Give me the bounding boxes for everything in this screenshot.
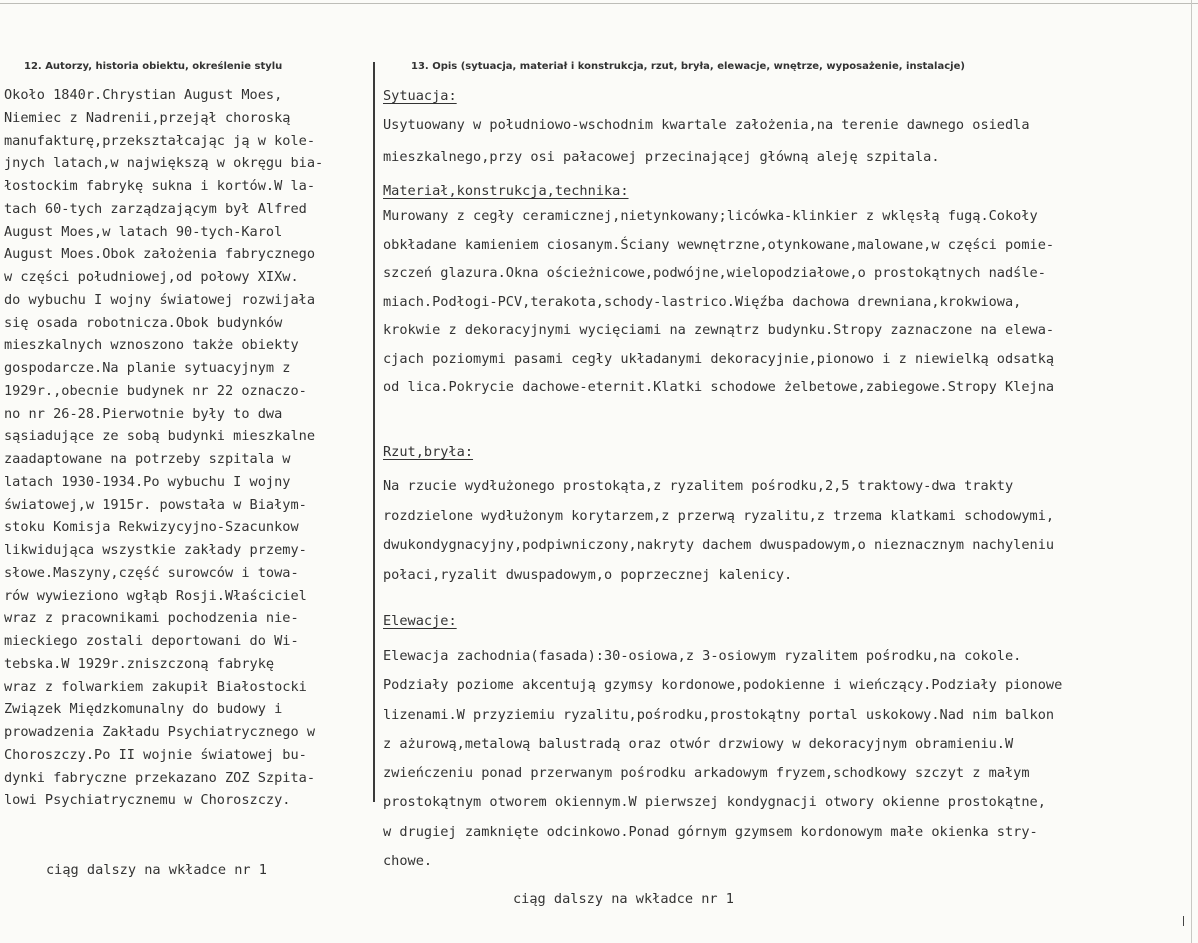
history-line: gospodarcze.Na planie sytuacyjnym z	[4, 360, 291, 376]
history-line: światowej,w 1915r. powstała w Białym-	[4, 496, 307, 513]
section-material	[383, 180, 1188, 402]
history-line: August Moes,w latach 90-tych-Karol	[4, 223, 283, 240]
elewacje-line: zwieńczeniu ponad przerwanym pośrodku arkadowym fryzem,schodkowy szczyt z małym	[383, 765, 1030, 782]
history-line: Niemiec z Nadrenii,przejął choroską	[4, 109, 291, 126]
right-page-edge	[1191, 0, 1192, 943]
material-line: miach.Podłogi-PCV,terakota,schody-lastrico.Więźba dachowa drewniana,krokwiowa,	[383, 293, 1022, 310]
history-line: lowi Psychiatrycznemu w Choroszczy.	[4, 792, 291, 809]
history-line: August Moes.Obok założenia fabrycznego	[4, 246, 315, 263]
material-line: krokwie z dekoracyjnymi wycięciami na zewnątrz budynku.Stropy zaznaczone na elewa-	[383, 322, 1055, 338]
history-line: do wybuchu I wojny światowej rozwijała	[4, 291, 315, 308]
history-line: sąsiadujące ze sobą budynki mieszkalne	[4, 428, 315, 445]
sytuacja-line: Usytuowany w południowo-wschodnim kwartale założenia,na terenie dawnego osiedla	[383, 117, 1030, 133]
material-line: od lica.Pokrycie dachowe-eternit.Klatki schodowe żelbetowe,zabiegowe.Stropy Klejna	[383, 379, 1055, 395]
history-line: w części południowej,od połowy XIXw.	[4, 269, 299, 285]
rzut-line: rozdzielone wydłużonym korytarzem,z przerwą ryzalitu,z trzema klatkami schodowymi,	[383, 507, 1055, 524]
elewacje-line: chowe.	[383, 853, 433, 870]
material-line: obkładane kamieniem ciosanym.Ściany wewnętrzne,otynkowane,malowane,w części pomie-	[383, 236, 1055, 253]
section-title-elewacje: Elewacje:	[383, 613, 457, 629]
history-line: słowe.Maszyny,część surowców i towa-	[4, 564, 299, 581]
material-line: szczeń glazura.Okna ościeżnicowe,podwójne,wielopodziałowe,o prostokątnych nadśle-	[383, 265, 1046, 281]
rzut-line: Na rzucie wydłużonego prostokąta,z ryzalitem pośrodku,2,5 traktowy-dwa trakty	[383, 478, 1014, 494]
history-line: tebska.W 1929r.zniszczoną fabrykę	[4, 655, 275, 672]
section-title-rzut: Rzut,bryła:	[383, 444, 474, 460]
right-continuation-note: ciąg dalszy na wkładce nr 1	[513, 891, 734, 907]
left-continuation-note: ciąg dalszy na wkładce nr 1	[46, 862, 267, 878]
section-elewacje	[383, 610, 1188, 876]
history-line: tach 60-tych zarządzającym był Alfred	[4, 200, 307, 217]
material-line: cjach poziomymi pasami cegły układanymi dekoracyjnie,pionowo i z niewielką odsatką	[383, 350, 1055, 367]
history-line: prowadzenia Zakładu Psychiatrycznego w	[4, 724, 315, 740]
section-sytuacja	[383, 84, 1188, 173]
history-line: wraz z folwarkiem zakupił Białostocki	[4, 678, 307, 695]
rzut-line: dwukondygnacyjny,podpiwniczony,nakryty dachem dwuspadowym,o nieznacznym nachyleniu	[383, 537, 1055, 553]
elewacje-line: lizenami.W przyziemiu ryzalitu,pośrodku,prostokątny portal uskokowy.Nad nim balkon	[383, 706, 1055, 723]
history-line: Choroszczy.Po II wojnie światowej bu-	[4, 746, 307, 763]
history-line: jnych latach,w największą w okręgu bia-	[4, 155, 324, 172]
history-line: zaadaptowane na potrzeby szpitala w	[4, 451, 291, 467]
elewacje-line: prostokątnym otworem okiennym.W pierwszej kondygnacji otwory okienne prostokątne,	[383, 794, 1046, 811]
right-column-heading: 13. Opis (sytuacja, materiał i konstrukcja, rzut, bryła, elewacje, wnętrze, wyposażenie, instalacje)	[411, 61, 965, 72]
history-line: no nr 26-28.Pierwotnie były to dwa	[4, 405, 283, 422]
history-line: wraz z pracownikami pochodzenia nie-	[4, 610, 299, 627]
column-divider	[373, 62, 375, 802]
top-edge-rule	[0, 3, 1198, 4]
section-title-material: Materiał,konstrukcja,technika:	[383, 183, 629, 199]
rzut-line: połaci,ryzalit dwuspadowym,o poprzecznej kalenicy.	[383, 566, 793, 583]
history-line: stoku Komisja Rekwizycyjno-Szacunkow	[4, 519, 299, 536]
sytuacja-line: mieszkalnego,przy osi pałacowej przecinającej główną aleję szpitala.	[383, 149, 940, 165]
margin-tick-mark	[1183, 916, 1184, 926]
section-title-sytuacja: Sytuacja:	[383, 88, 457, 104]
elewacje-line: Podziały poziome akcentują gzymsy kordonowe,podokienne i wieńczący.Podziały pionowe	[383, 677, 1063, 694]
section-rzut	[383, 440, 1188, 590]
history-line: dynki fabryczne przekazano ZOZ Szpita-	[4, 769, 315, 786]
history-line: Około 1840r.Chrystian August Moes,	[4, 87, 283, 103]
history-line: manufakturę,przekształcając ją w kole-	[4, 132, 315, 149]
history-line: łostockim fabrykę sukna i kortów.W la-	[4, 178, 315, 194]
elewacje-line: z ażurową,metalową balustradą oraz otwór drzwiowy w dekoracyjnym obramieniu.W	[383, 735, 1014, 752]
history-line: się osada robotnicza.Obok budynków	[4, 314, 283, 331]
history-line: Związek Międzkomunalny do budowy i	[4, 701, 283, 718]
elewacje-line: Elewacja zachodnia(fasada):30-osiowa,z 3-osiowym ryzalitem pośrodku,na cokole.	[383, 648, 1022, 664]
history-line: rów wywieziono wgłąb Rosji.Właściciel	[4, 587, 307, 604]
history-line: mieckiego zostali deportowani do Wi-	[4, 633, 299, 649]
material-line: Murowany z cegły ceramicznej,nietynkowany;licówka-klinkier z wklęsłą fugą.Cokoły	[383, 208, 1038, 224]
elewacje-line: w drugiej zamknięte odcinkowo.Ponad górnym gzymsem kordonowym małe okienka stry-	[383, 823, 1038, 840]
history-line: likwidująca wszystkie zakłady przemy-	[4, 542, 307, 558]
history-line: mieszkalnych wznoszono także obiekty	[4, 337, 299, 354]
left-column-heading: 12. Autorzy, historia obiektu, określenie stylu	[24, 61, 283, 72]
history-text	[4, 84, 372, 812]
history-line: 1929r.,obecnie budynek nr 22 oznaczo-	[4, 382, 307, 399]
history-line: latach 1930-1934.Po wybuchu I wojny	[4, 473, 291, 490]
